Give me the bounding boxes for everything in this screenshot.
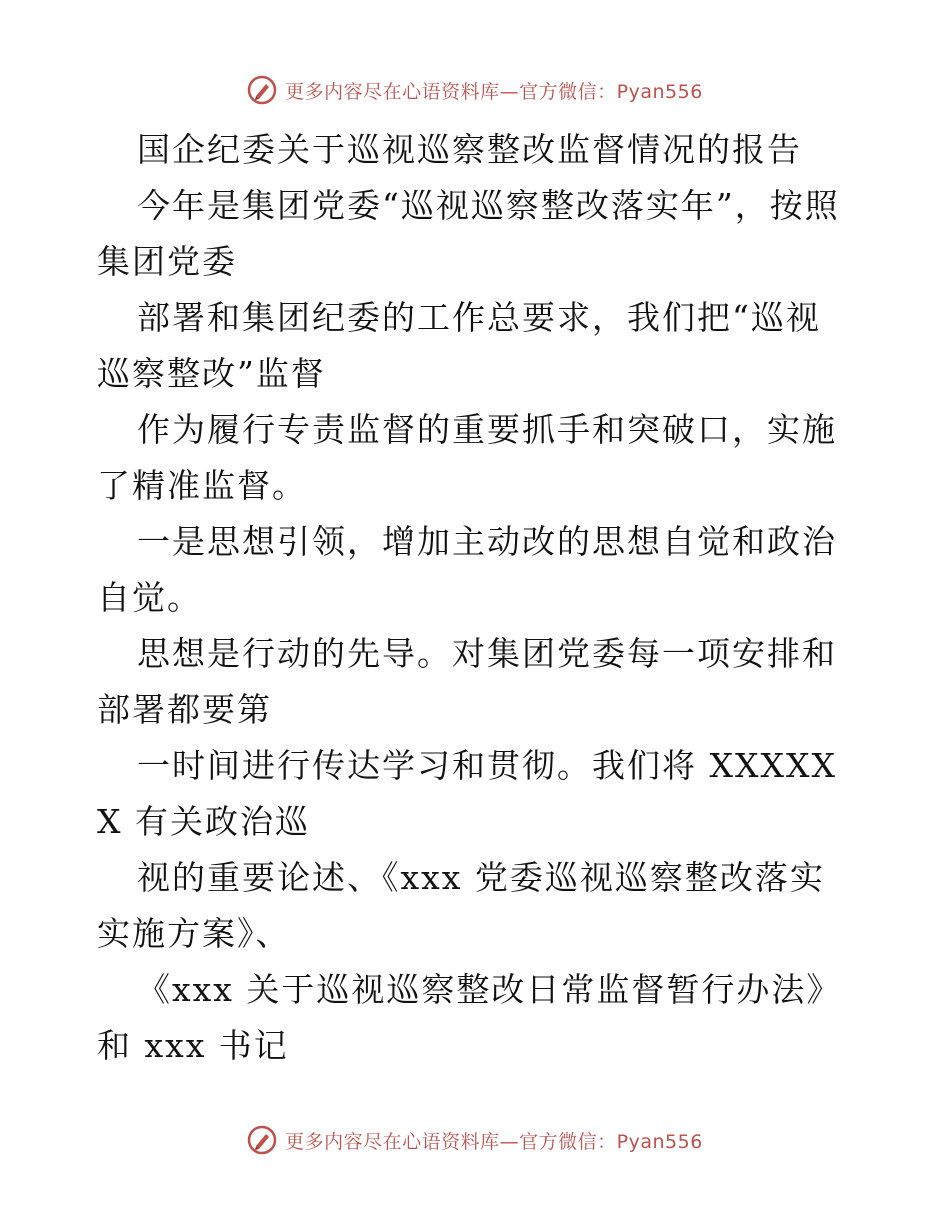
paragraph: 一是思想引领，增加主动改的思想自觉和政治自觉。 — [97, 522, 837, 617]
paragraph: 《xxx 关于巡视巡察整改日常监督暂行办法》和 xxx 书记 — [97, 970, 842, 1065]
paragraph: 思想是行动的先导。对集团党委每一项安排和部署都要第 — [97, 634, 837, 729]
watermark-text: 更多内容尽在心语资料库—官方微信：Pyan556 — [285, 1130, 703, 1153]
header-watermark — [0, 70, 950, 110]
paragraph: 作为履行专责监督的重要抓手和突破口，实施了精准监督。 — [97, 410, 837, 505]
pen-logo-icon — [247, 75, 277, 105]
document-title: 国企纪委关于巡视巡察整改监督情况的报告 — [137, 130, 802, 169]
paragraph: 视的重要论述、《xxx 党委巡视巡察整改落实实施方案》、 — [97, 858, 825, 953]
footer-watermark — [0, 1120, 950, 1160]
paragraph: 今年是集团党委“巡视巡察整改落实年”，按照集团党委 — [97, 186, 840, 281]
paragraph: 部署和集团纪委的工作总要求，我们把“巡视巡察整改”监督 — [97, 298, 821, 393]
watermark-text: 更多内容尽在心语资料库—官方微信：Pyan556 — [285, 80, 703, 103]
pen-logo-icon — [247, 1125, 277, 1155]
document-body — [97, 122, 853, 1074]
paragraph: 一时间进行传达学习和贯彻。我们将 XXXXXX 有关政治巡 — [97, 746, 837, 841]
